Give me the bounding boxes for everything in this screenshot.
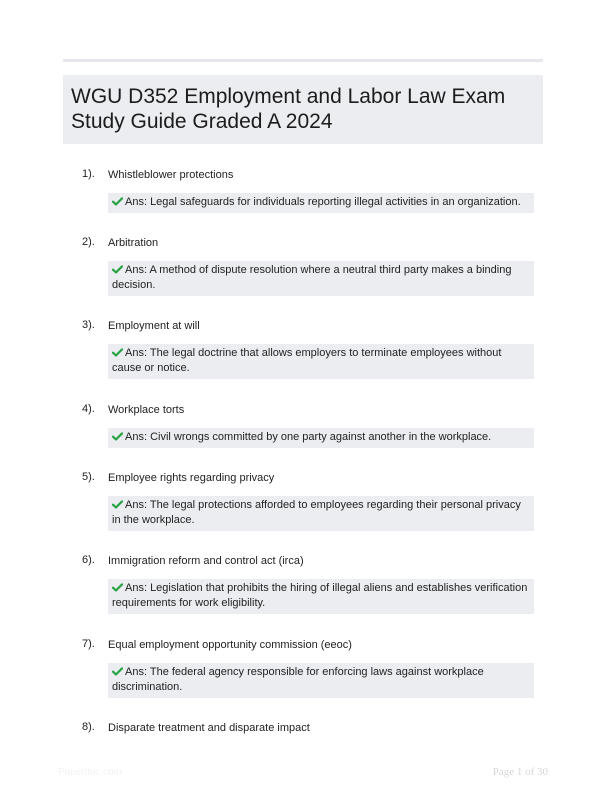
question-text: Workplace torts xyxy=(108,404,185,416)
answer-box xyxy=(108,663,534,698)
question-text: Equal employment opportunity commission (eeoc) xyxy=(108,639,352,651)
answer-text: Ans: The federal agency responsible for enforcing laws against workplace discrimination. xyxy=(112,666,484,693)
top-divider xyxy=(63,59,543,62)
answer-text: Ans: The legal doctrine that allows employers to terminate employees without cause or notice. xyxy=(112,347,502,374)
question-text: Employment at will xyxy=(108,320,200,332)
check-icon xyxy=(112,583,123,592)
question-text: Whistleblower protections xyxy=(108,169,234,181)
document-title: WGU D352 Employment and Labor Law Exam Study Guide Graded A 2024 xyxy=(71,85,506,133)
check-icon xyxy=(112,432,123,441)
answer-text: Ans: Civil wrongs committed by one party against another in the workplace. xyxy=(125,431,492,443)
question-number: 8). xyxy=(82,721,95,733)
question-number: 1). xyxy=(82,168,95,180)
check-icon xyxy=(112,197,123,206)
answer-box xyxy=(108,344,534,379)
title-banner xyxy=(63,75,543,144)
question-number: 4). xyxy=(82,403,95,415)
question-number: 7). xyxy=(82,638,95,650)
answer-box xyxy=(108,496,534,531)
check-icon xyxy=(112,265,123,274)
check-icon xyxy=(112,500,123,509)
answer-box xyxy=(108,579,534,614)
question-number: 2). xyxy=(82,236,95,248)
question-text: Arbitration xyxy=(108,237,159,249)
answer-box xyxy=(108,261,534,296)
check-icon xyxy=(112,667,123,676)
question-number: 6). xyxy=(82,554,95,566)
question-text: Employee rights regarding privacy xyxy=(108,472,275,484)
answer-box xyxy=(108,428,534,448)
question-number: 5). xyxy=(82,471,95,483)
answer-text: Ans: The legal protections afforded to employees regarding their personal privacy in the workplace. xyxy=(112,499,521,526)
answer-box xyxy=(108,193,534,213)
page-indicator: Page 1 of 30 xyxy=(492,766,548,778)
check-icon xyxy=(112,348,123,357)
footer-watermark: Papertbic.com xyxy=(58,767,122,778)
question-text: Disparate treatment and disparate impact xyxy=(108,722,310,734)
answer-text: Ans: A method of dispute resolution where a neutral third party makes a binding decision. xyxy=(112,264,512,291)
question-text: Immigration reform and control act (irca) xyxy=(108,555,304,567)
answer-text: Ans: Legal safeguards for individuals reporting illegal activities in an organization. xyxy=(125,196,521,208)
question-number: 3). xyxy=(82,319,95,331)
answer-text: Ans: Legislation that prohibits the hiring of illegal aliens and establishes verification requirements for work eligibility. xyxy=(112,582,528,609)
